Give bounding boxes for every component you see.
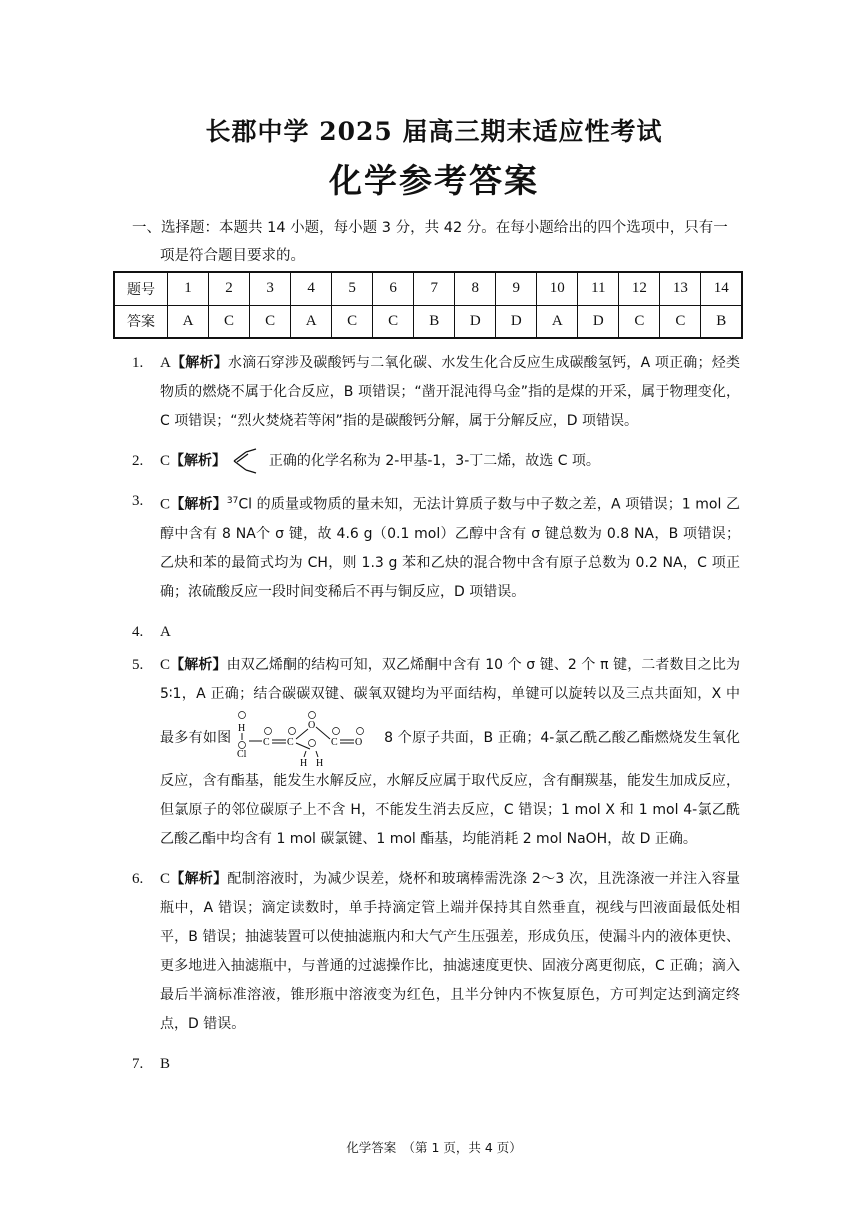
table-cell: 12 [619, 272, 660, 305]
item-text: 水滴石穿涉及碳酸钙与二氧化碳、水发生化合反应生成碳酸氢钙，A 项正确；烃类物质的燃烧不属于化合反应，B 项错误；“凿开混沌得乌金”指的是煤的开采，属于物理变化，C 项错误；“烈火焚烧若等闲”指的是碳酸钙分解，属于分解反应，D 项错误。 [160, 355, 740, 429]
page-footer: 化学答案 （第 1 页，共 4 页） [346, 1140, 522, 1155]
item-number: 4. [132, 623, 144, 640]
explanation-item-2 [132, 447, 740, 476]
atom-label: O [355, 736, 363, 748]
table-cell: C [250, 305, 291, 338]
item-number: 3. [132, 493, 144, 509]
item-tag: 【解析】 [170, 496, 227, 513]
table-cell: C [619, 305, 660, 338]
item-text-after: 8 个原子共面，B 正确；4-氯乙酰乙酸乙酯燃烧发生氧化反应，含有酯基，能发生水解反应，水解反应属于取代反应，含有酮羰基，能发生加成反应，但氯原子的邻位碳原子上不含 H，不能发生消去反应，C 错误；1 mol X 和 1 mol 4-氯乙酰乙酸乙酯中均含有 1 mol 碳氯键、1 mol 酯基，均能消耗 2 mol NaOH，故 D 正确。 [160, 729, 741, 847]
table-cell: C [373, 305, 414, 338]
answer-table-answer-row [114, 305, 742, 338]
atom-label: C [331, 736, 338, 748]
item-answer: C [160, 870, 171, 887]
item-answer: A [160, 355, 171, 371]
item-answer: A [160, 623, 171, 640]
row-label-number: 题号 [114, 272, 168, 305]
atom-label: O [308, 719, 316, 731]
item-text: Cl 的质量或物质的量未知，无法计算质子数与中子数之差，A 项错误；1 mol 乙醇中含有 8 NA个 σ 键，故 4.6 g（0.1 mol）乙醇中含有 σ 键总数为 0.8 NA，B 项错误；乙炔和苯的最简式均为 CH，则 1.3 g 苯和乙炔的混合物中含有原子总数为 0.2 NA，C 项正确；浓硫酸反应一段时间变稀后不再与铜反应，D 项错误。 [160, 496, 741, 600]
item-answer: C [160, 656, 171, 673]
table-cell: 5 [332, 272, 373, 305]
table-cell: D [578, 305, 619, 338]
table-cell: 4 [291, 272, 332, 305]
item-number: 1. [132, 355, 144, 371]
table-cell: C [209, 305, 250, 338]
table-cell: A [291, 305, 332, 338]
table-cell: C [332, 305, 373, 338]
table-cell: 2 [209, 272, 250, 305]
table-cell: D [455, 305, 496, 338]
page-subtitle: 化学参考答案 [329, 161, 539, 200]
table-cell: 14 [701, 272, 742, 305]
intro-line-2: 项是符合题目要求的。 [160, 248, 305, 264]
table-cell: B [701, 305, 742, 338]
table-cell: 9 [496, 272, 537, 305]
table-cell: 10 [537, 272, 578, 305]
item-number: 5. [132, 656, 144, 673]
item-text: 正确的化学名称为 2-甲基-1，3-丁二烯，故选 C 项。 [268, 453, 600, 469]
table-cell: 1 [168, 272, 209, 305]
explanation-item-5 [132, 651, 740, 854]
explanation-item-3 [132, 487, 740, 607]
atom-label: H [316, 757, 324, 767]
item-tag: 【解析】 [170, 453, 227, 469]
table-cell: D [496, 305, 537, 338]
answer-table [113, 271, 743, 339]
atom-label: H [300, 757, 308, 767]
atom-label: H [238, 722, 246, 734]
item-number: 7. [132, 1055, 144, 1072]
item-tag: 【解析】 [170, 355, 228, 371]
table-cell: 6 [373, 272, 414, 305]
table-cell: 8 [455, 272, 496, 305]
item-number: 6. [132, 870, 144, 887]
atom-label: C [287, 736, 294, 748]
atom-label: C [263, 736, 270, 748]
item-number: 2. [132, 453, 144, 469]
item-answer: B [160, 1055, 171, 1072]
table-cell: A [168, 305, 209, 338]
table-cell: 7 [414, 272, 455, 305]
table-cell: B [414, 305, 455, 338]
row-label-answer: 答案 [114, 305, 168, 338]
explanation-item-7 [132, 1050, 740, 1079]
page-title: 长郡中学 2025 届高三期末适应性考试 [205, 117, 663, 146]
item-text-before: 由双乙烯酮的结构可知，双乙烯酮中含有 10 个 σ 键、2 个 π 键，二者数目之比为 5∶1，A 正确；结合碳碳双键、碳氧双键均为平面结构，单键可以旋转以及三点共面知，X 中最多有如图 [160, 656, 740, 746]
table-cell: 13 [660, 272, 701, 305]
intro-line-1: 一、选择题：本题共 14 小题，每小题 3 分，共 42 分。在每小题给出的四个选项中，只有一 [132, 220, 728, 236]
table-cell: C [660, 305, 701, 338]
table-cell: 3 [250, 272, 291, 305]
molecule-structure-diagram [236, 709, 384, 767]
isotope-superscript: 37 [226, 496, 239, 506]
item-text: 配制溶液时，为减少误差，烧杯和玻璃棒需洗涤 2～3 次，且洗涤液一并注入容量瓶中，A 错误；滴定读数时，单手持滴定管上端并保持其自然垂直，视线与凹液面最低处相平，B 错误；抽滤装置可以使抽滤瓶内和大气产生压强差，形成负压，使漏斗内的液体更快、更多地进入抽滤瓶中，与普通的过滤操作比，抽滤速度更快、固液分离更彻底，C 正确；滴入最后半滴标准溶液，锥形瓶中溶液变为红色，且半分钟内不恢复原色，方可判定达到滴定终点，D 错误。 [160, 870, 740, 1032]
answer-table-number-row [114, 272, 742, 305]
explanation-item-6 [132, 865, 740, 1039]
item-tag: 【解析】 [170, 870, 228, 887]
table-cell: A [537, 305, 578, 338]
atom-label: Cl [237, 748, 247, 760]
section-intro [132, 214, 752, 270]
explanation-item-1 [132, 349, 740, 436]
item-answer: C [160, 496, 171, 513]
item-answer: C [160, 453, 171, 469]
skeletal-formula-icon [230, 448, 264, 474]
table-cell: 11 [578, 272, 619, 305]
item-tag: 【解析】 [170, 656, 227, 673]
explanation-item-4 [132, 618, 740, 647]
explanations-list [132, 349, 740, 1090]
